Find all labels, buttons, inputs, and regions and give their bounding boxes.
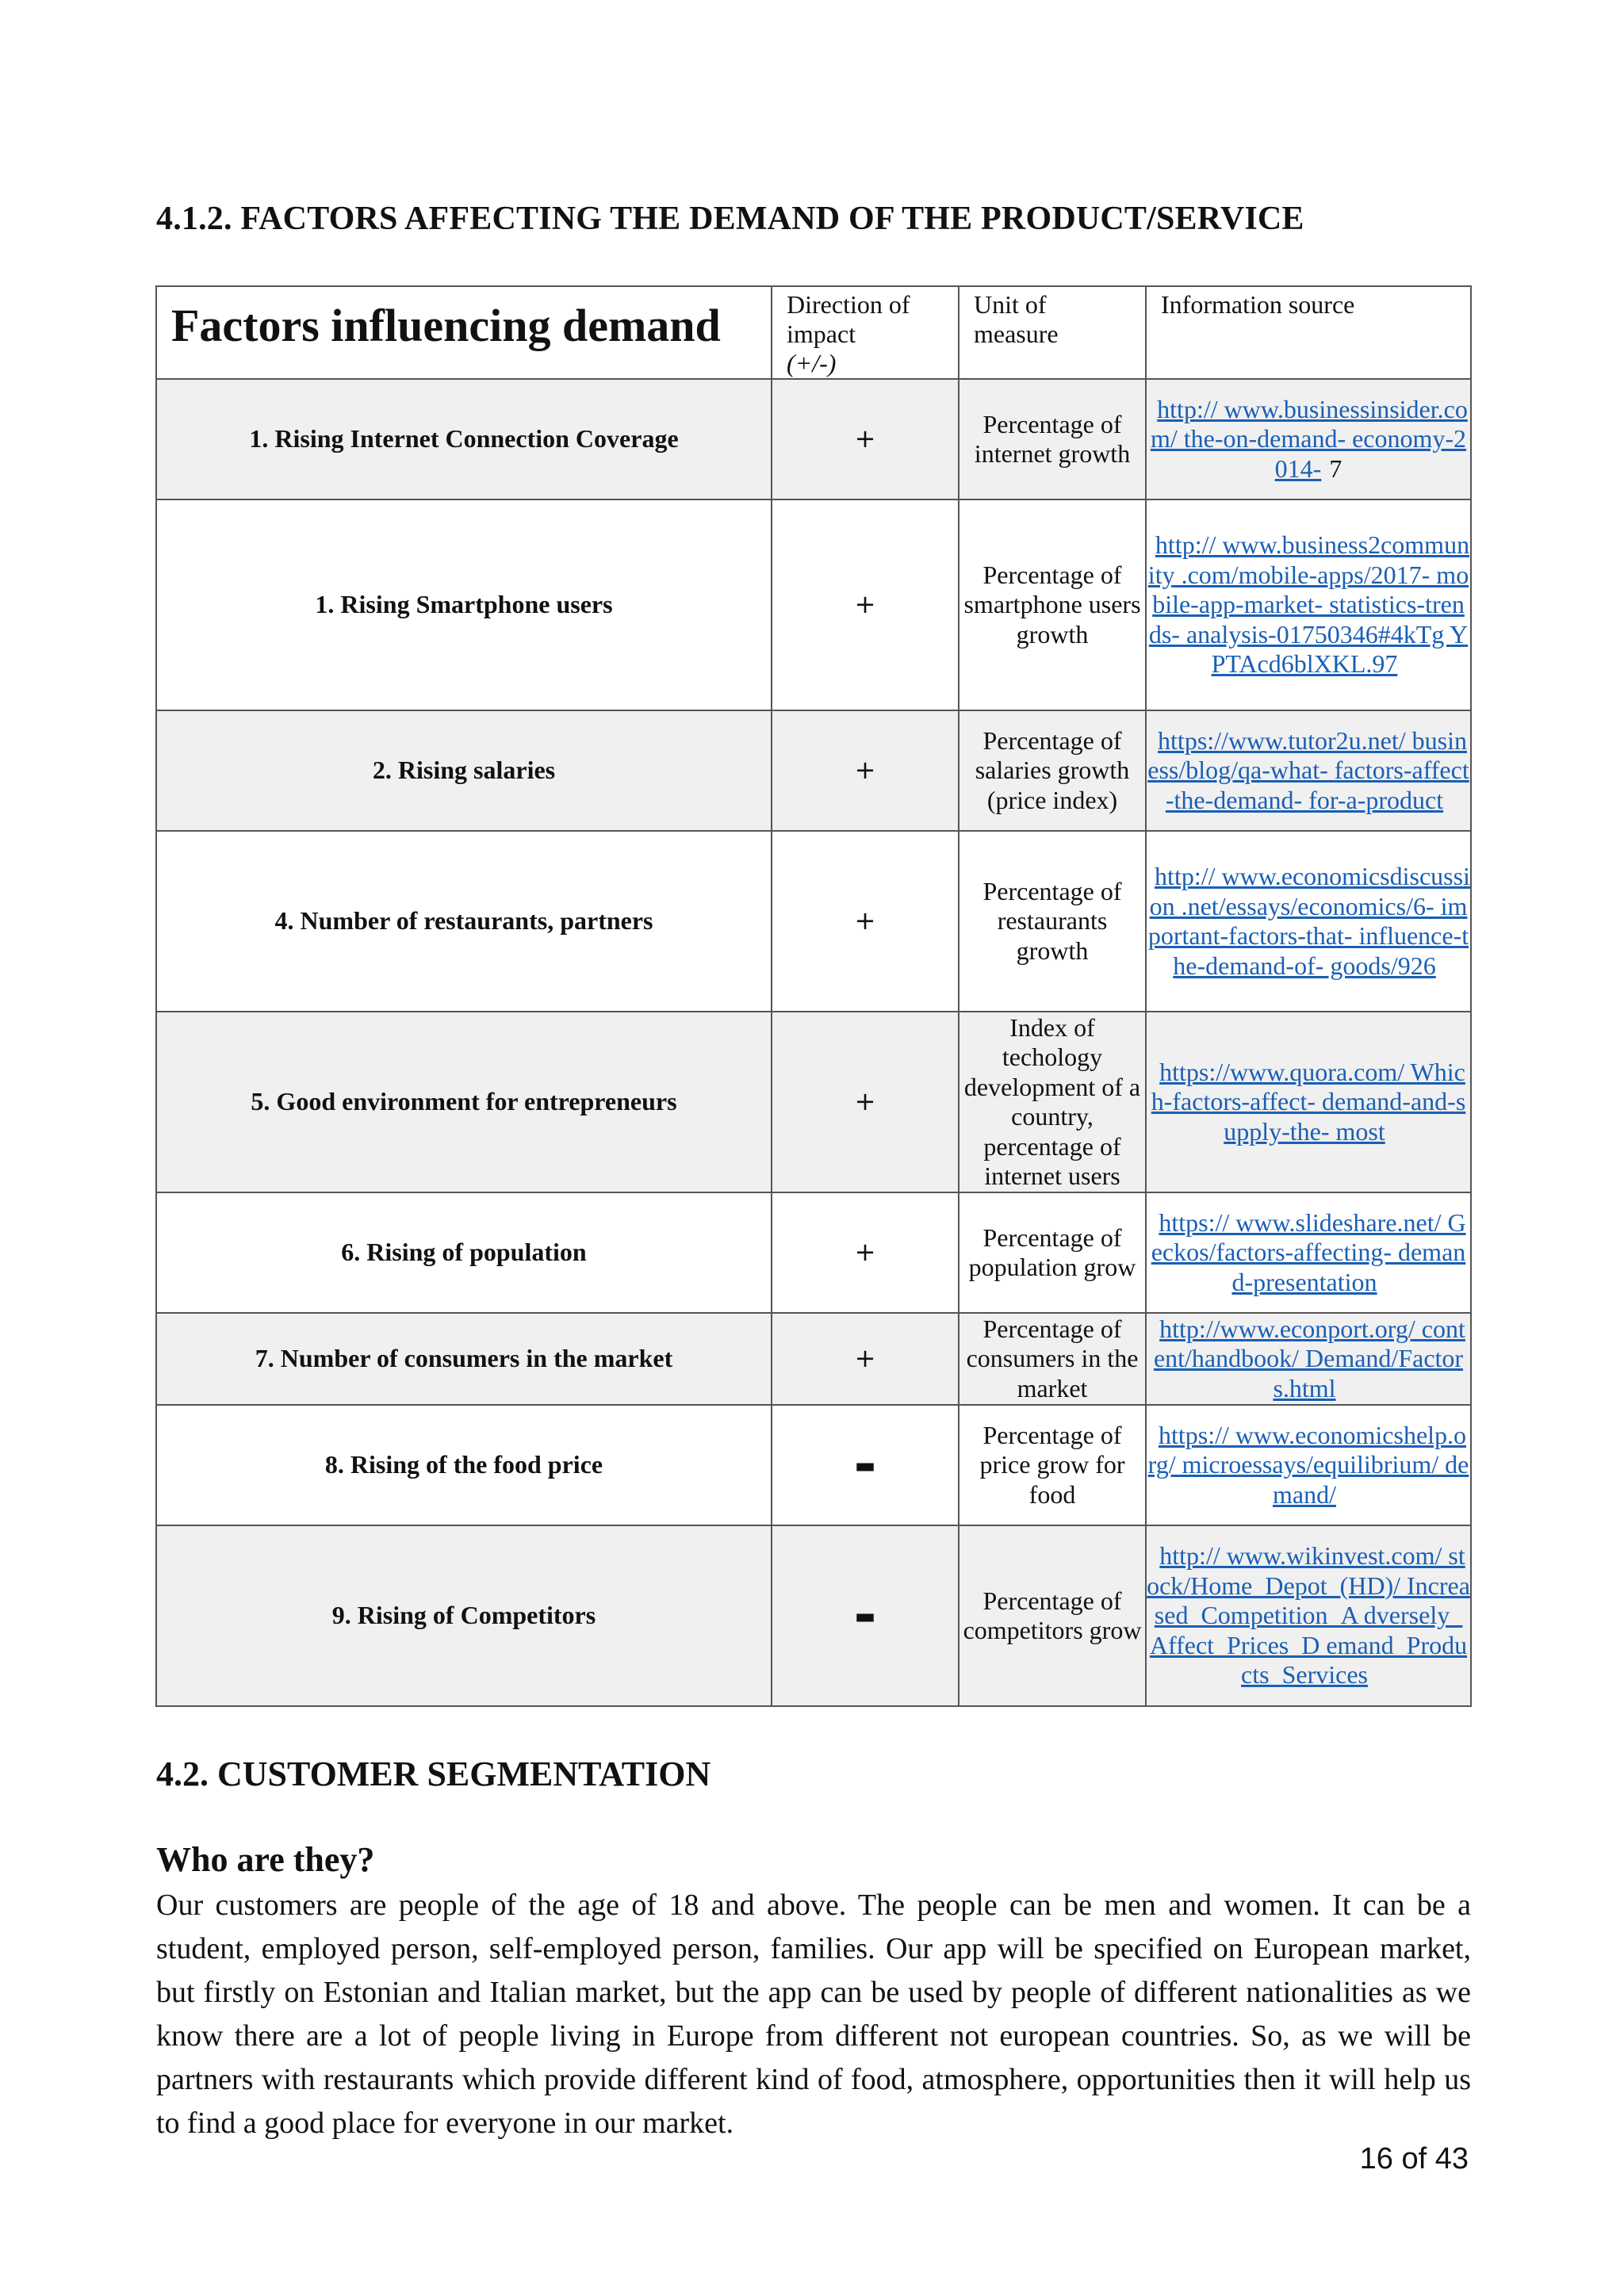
source-cell [1146,831,1471,1012]
header-direction: Direction of impact [787,290,910,348]
section-heading: 4.1.2. FACTORS AFFECTING THE DEMAND OF THE PRODUCT/SERVICE [156,201,1304,237]
factor-name: 6. Rising of population [156,1192,772,1313]
table-row [156,1405,1471,1525]
impact-sign: + [772,1192,959,1313]
unit-of-measure: Percentage of salaries growth (price index) [959,710,1146,831]
source-link[interactable]: https:// www.slideshare.net/ Geckos/factors-affecting- demand-presentation [1151,1207,1466,1296]
table-row [156,379,1471,499]
unit-of-measure: Percentage of restaurants growth [959,831,1146,1012]
impact-sign: + [772,831,959,1012]
impact-sign: - [772,1525,959,1706]
factor-name: 1. Rising Internet Connection Coverage [156,379,772,499]
impact-sign: - [772,1405,959,1525]
source-cell [1146,379,1471,499]
source-link[interactable]: https:// www.economicshelp.org/ microessays/equilibrium/ demand/ [1147,1420,1469,1509]
impact-sign: + [772,379,959,499]
source-link[interactable]: http:// www.economicsdiscussion .net/essays/economics/6- important-factors-that- influence-the-demand-of- goods/926 [1147,862,1470,980]
table-row [156,1525,1471,1706]
impact-sign: + [772,1012,959,1192]
header-source: Information source [1161,290,1355,319]
header-source-cell [1146,286,1471,379]
source-link[interactable]: http:// www.business2community .com/mobile-apps/2017- mobile-app-market- statistics-trends- analysis-01750346#4kTg YPTAcd6blXKL.97 [1147,530,1470,679]
factor-name: 1. Rising Smartphone users [156,499,772,710]
who-are-they-heading: Who are they? [156,1840,375,1879]
table-row [156,710,1471,831]
factor-name: 9. Rising of Competitors [156,1525,772,1706]
table-row [156,831,1471,1012]
customer-description-paragraph: Our customers are people of the age of 18 and above. The people can be men and women. It can be a student, employed person, self-employed person, families. Our app will be specified on European market, but firstly on Estonian and Italian market, but the app can be used by people of different nationalities as we know there are a lot of people living in Europe from different not european countries. So, as we will be partners with restaurants which provide different kind of food, atmosphere, opportunities then it will help us to find a good place for everyone in our market. [156,1888,1471,2140]
table-row [156,1012,1471,1192]
impact-sign: + [772,1313,959,1405]
impact-sign: + [772,710,959,831]
source-cell [1146,1012,1471,1192]
header-direction-note: (+/-) [787,349,837,377]
factor-name: 8. Rising of the food price [156,1405,772,1525]
source-cell [1146,1313,1471,1405]
demand-factors-table [155,285,1472,1707]
unit-of-measure: Percentage of competitors grow [959,1525,1146,1706]
source-link-tail: 7 [1329,453,1342,483]
table-row [156,499,1471,710]
source-cell [1146,710,1471,831]
factor-name: 4. Number of restaurants, partners [156,831,772,1012]
factor-name: 7. Number of consumers in the market [156,1313,772,1405]
source-link[interactable]: http:// www.wikinvest.com/ stock/Home_Depot_(HD)/ Increased_Competition_A dversely_Affect_Prices_D emand_Products_Services [1147,1541,1470,1689]
source-link[interactable]: http:// www.businessinsider.com/ the-on-demand- economy-2014- [1150,394,1468,483]
header-unit: Unit of measure [974,290,1059,348]
unit-of-measure: Percentage of population grow [959,1192,1146,1313]
source-cell [1146,1525,1471,1706]
customer-segmentation-heading: 4.2. CUSTOMER SEGMENTATION [156,1755,711,1793]
unit-of-measure: Index of techology development of a country, percentage of internet users [959,1012,1146,1192]
table-row [156,1313,1471,1405]
source-cell [1146,1192,1471,1313]
source-cell [1146,499,1471,710]
page-number: 16 of 43 [1359,2142,1469,2175]
unit-of-measure: Percentage of consumers in the market [959,1313,1146,1405]
source-link[interactable]: https://www.tutor2u.net/ business/blog/qa-what- factors-affect-the-demand- for-a-product [1147,725,1469,814]
header-factors-cell [156,286,772,379]
source-link[interactable]: https://www.quora.com/ Which-factors-affect- demand-and-supply-the- most [1151,1057,1466,1146]
source-link[interactable]: http://www.econport.org/ content/handbook/ Demand/Factors.html [1153,1314,1465,1402]
header-direction-cell [772,286,959,379]
factor-name: 2. Rising salaries [156,710,772,831]
unit-of-measure: Percentage of price grow for food [959,1405,1146,1525]
header-unit-cell [959,286,1146,379]
source-cell [1146,1405,1471,1525]
unit-of-measure: Percentage of internet growth [959,379,1146,499]
impact-sign: + [772,499,959,710]
unit-of-measure: Percentage of smartphone users growth [959,499,1146,710]
table-header-row [156,286,1471,379]
table-row [156,1192,1471,1313]
header-factors: Factors influencing demand [171,300,721,351]
factor-name: 5. Good environment for entrepreneurs [156,1012,772,1192]
